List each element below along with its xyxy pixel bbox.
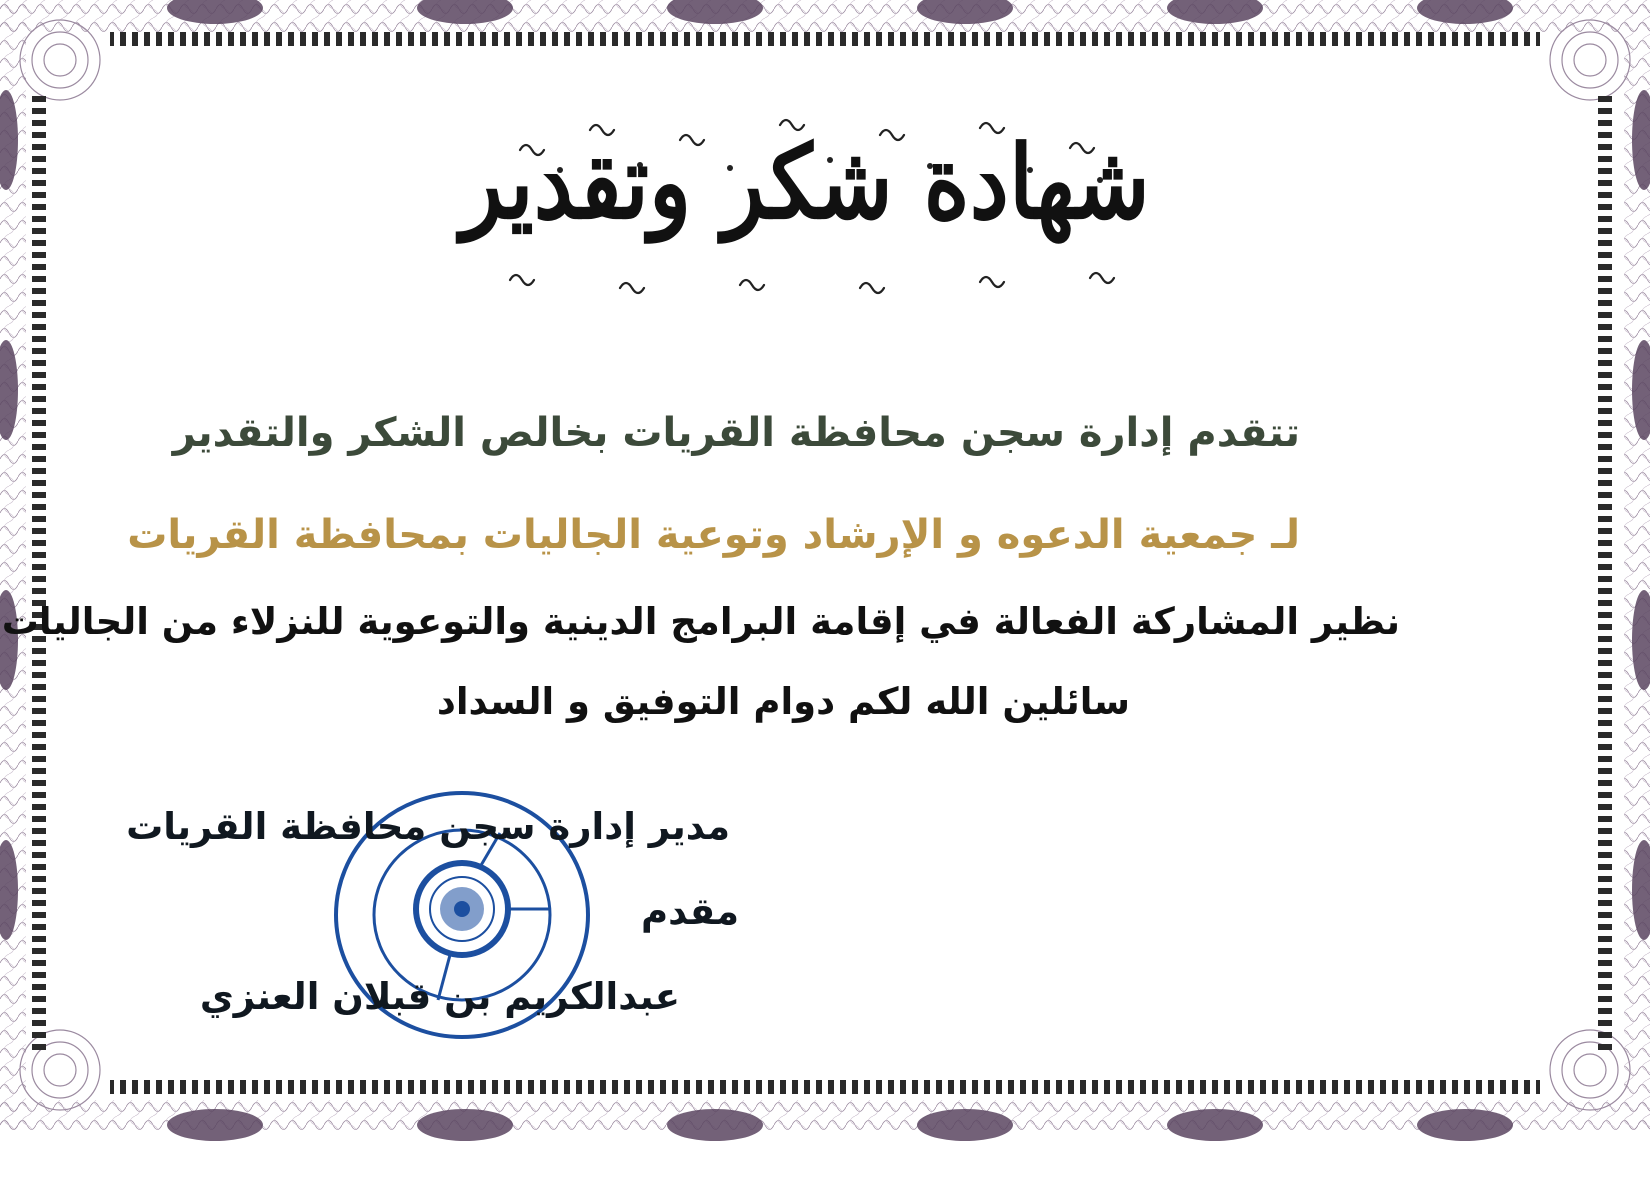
signatory-name: عبدالكريم بن قبلان العنزي <box>199 975 680 1018</box>
closing-line: سائلين الله لكم دوام التوفيق و السداد <box>436 680 1130 723</box>
recipient-line: لـ جمعية الدعوه و الإرشاد وتوعية الجاليات بمحافظة القريات <box>127 512 1300 558</box>
signatory-rank: مقدم <box>640 890 740 933</box>
signatory-title: مدير إدارة سجن محافظة القريات <box>126 805 730 848</box>
reason-line: نظير المشاركة الفعالة في إقامة البرامج الدينية والتوعوية للنزلاء من الجاليات <box>1 600 1400 643</box>
intro-line: تتقدم إدارة سجن محافظة القريات بخالص الشكر والتقدير <box>172 410 1300 456</box>
certificate-title: شهادة شكر وتقدير <box>460 122 1150 242</box>
